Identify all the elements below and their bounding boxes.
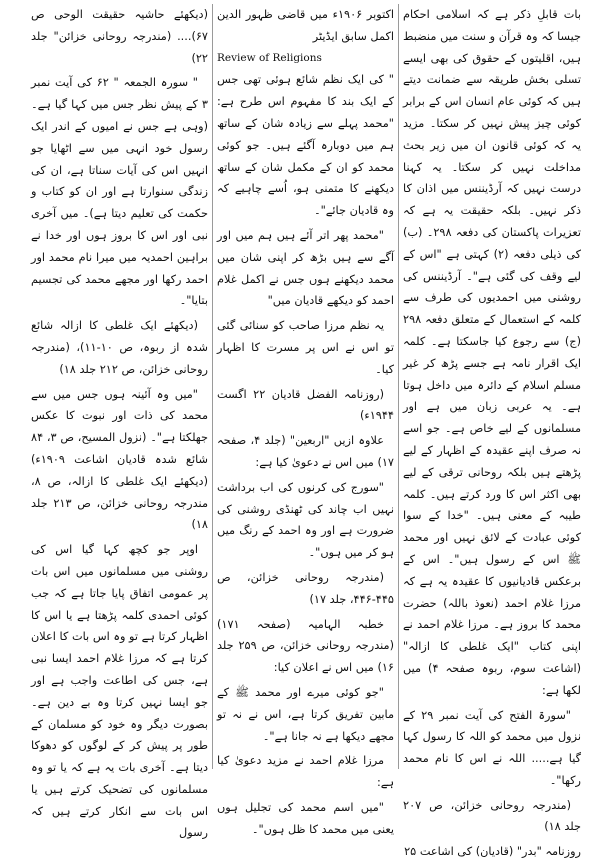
paragraph: بات قابلِ ذکر ہے کہ اسلامی احکام جیسا کہ وہ قرآن و سنت میں منضبط ہیں، اقلیتوں کے حقوق کی بھی ایسے تسلی بخش طریقہ سے ضمانت دیتے ہیں کہ کوئی عام انسان اس کے برابر کوئی چیز پیش نہیں کر سکتا۔ مزید یہ کہ کوئی قانون ان میں زیر بحث مداخلت نہیں کر سکتا۔ یہ کہنا درست نہیں کہ آرڈیننس میں اذان کا ذکر نہیں۔ بلکہ حقیقت یہ ہے کہ تعزیرات پاکستان کی دفعہ ۲۹۸۔ (ب) کی ذیلی دفعہ (۲) کہتی ہے "اس کے لیے وقف کی گئی ہے"۔ آرڈیننس کی روشنی میں احمدیوں کی طرف سے کلمہ کے استعمال کے متعلق دفعہ ۲۹۸ (ج) سے رجوع کیا جاسکتا ہے۔ کلمہ ایک اقرار نامہ ہے جسے پڑھ کر غیر مسلم اسلام کے دائرہ میں داخل ہوتا ہے۔ یہ عربی زبان میں ہے اور مسلمانوں کے لیے خاص ہے۔ جو اسے نہ صرف اپنے عقیدہ کے اظہار کے لیے پڑھتے ہیں بلکہ روحانی ترقی کے لیے بھی اکثر اس کا ورد کرتے ہیں۔ کلمہ طیبہ کے معنی ہیں۔ "خدا کے سوا کوئی عبادت کے لائق نہیں اور محمد ﷺ اس کے رسول ہیں"۔ اس کے برعکس قادیانیوں کا عقیدہ یہ ہے کہ مرزا غلام احمد (نعوذ باللہ) حضرت محمد کا بروز ہے۔ مرزا غلام احمد نے اپنی کتاب "ایک غلطی کا ازالہ" (اشاعت سوم، ربوہ صفحہ ۴) میں لکھا ہے: bbox=[403, 8, 582, 697]
left-column bbox=[27, 4, 213, 840]
paragraph: "جو کوئی میرے اور محمد ﷺ کے مابین تفریق کرتا ہے، اس نے نہ تو مجھے دیکھا ہے نہ جانا ہے"۔ bbox=[217, 685, 394, 743]
paragraph: (دیکھئے حاشیہ حقیقت الوحی ص ۶۷).... (مندرجہ روحانی خزائن" جلد ۲۲) bbox=[31, 8, 208, 65]
paragraph: مرزا غلام احمد نے مزید دعویٰ کیا ہے: bbox=[217, 754, 394, 790]
paragraph: "سورۃ الفتح کی آیت نمبر ۲۹ کے نزول میں محمد کو اللہ کا رسول کہا گیا ہے..... اللہ نے اس کا نام محمد رکھا"۔ bbox=[403, 708, 581, 787]
paragraph: علاوہ ازیں "اربعین" (جلد ۴، صفحہ ۱۷) میں اس نے دعویٰ کیا ہے: bbox=[217, 434, 394, 469]
middle-column bbox=[213, 4, 399, 836]
paragraph: یہ نظم مرزا صاحب کو سنائی گئی تو اس نے اس پر مسرت کا اظہار کیا۔ bbox=[217, 319, 394, 376]
paragraph: " کی ایک نظم شائع ہوئی تھی جس کے ایک بند کا مفہوم اس طرح ہے: "محمد پہلے سے زیادہ شان کے ساتھ ہم میں دوبارہ آگئے ہیں۔ جو کوئی محمد کو ان کے مکمل شان کے ساتھ دیکھنے کا متمنی ہو، اُسے چاہیے کہ وہ قادیان جائے"۔ bbox=[217, 73, 394, 218]
paragraph: اوپر جو کچھ کہا گیا اس کی روشنی میں مسلمانوں میں اس بات پر عمومی اتفاق پایا جاتا ہے کہ جب کوئی احمدی کلمہ پڑھتا ہے یا اس کا اظہار کرتا ہے تو وہ اس بات کا اعلان کرتا ہے کہ مرزا غلام احمد ایسا نبی ہے، جس کی اطاعت واجب ہے اور جو ایسا نہیں کرتا وہ بے دین ہے۔ بصورت دیگر وہ خود کو مسلمان کے طور پر پیش کر کے لوگوں کو دھوکا دیتا ہے۔ آخری بات یہ ہے کہ یا تو وہ مسلمانوں کی تضحیک کرتے ہیں یا اس بات سے انکار کرتے ہیں کہ رسول bbox=[31, 543, 208, 840]
paragraph: "سورج کی کرنوں کی اب برداشت نہیں اب چاند کی ٹھنڈی روشنی کی ضرورت ہے اور وہ احمد کے رنگ میں ہو کر میں ہوں"۔ bbox=[217, 480, 394, 560]
paragraph: (دیکھئے ایک غلطی کا ازالہ شائع شدہ از ربوہ، ص ۱۰-۱۱)، (مندرجہ روحانی خزائن، ص ۲۱۲ جلد ۱۸) bbox=[31, 319, 208, 376]
paragraph: خطبہ الہامیہ (صفحہ ۱۷۱) (مندرجہ روحانی خزائن، ص ۲۵۹ جلد ۱۶) میں اس نے اعلان کیا: bbox=[217, 617, 394, 675]
paragraph: Review of Religions bbox=[217, 51, 322, 64]
text-columns bbox=[5, 4, 585, 859]
paragraph: اکتوبر ۱۹۰۶ء میں قاضی ظہور الدین اکمل سابق ایڈیٹر bbox=[217, 8, 394, 43]
paragraph: "میں اسم محمد کی تجلیل ہوں یعنی میں محمد کا ظل ہوں"۔ bbox=[217, 800, 394, 836]
paragraph: (مندرجہ روحانی خزائن، ص ۲۰۷ جلد ۱۸) bbox=[403, 798, 581, 834]
paragraph: " سورہ الجمعہ " ۶۲ کی آیت نمبر ۳ کے پیش نظر جس میں کہا گیا ہے۔ (وہی ہے جس نے امیوں کے اندر ایک رسول خود انہی میں سے اٹھایا جو انہیں اس کی آیات سناتا ہے، ان کی زندگی سنوارتا ہے اور ان کو کتاب و حکمت کی تعلیم دیتا ہے)۔ میں آخری نبی اور اس کا بروز ہوں اور خدا نے براہین احمدیہ میں میرا نام محمد اور احمد رکھا اور مجھے محمد کی تجسیم بتایا"۔ bbox=[31, 76, 208, 308]
right-column bbox=[399, 4, 585, 859]
paragraph: (روزنامہ الفضل قادیان ۲۲ اگست ۱۹۴۴ء) bbox=[217, 387, 394, 423]
paragraph: روزنامہ "بدر" (قادیان) کی اشاعت ۲۵ bbox=[404, 845, 581, 859]
paragraph: "محمد پھر اتر آئے ہیں ہم میں اور آگے سے ہیں بڑھ کر اپنی شان میں محمد دیکھنے ہوں جس نے اکمل غلام احمد کو دیکھے قادیان میں" bbox=[217, 228, 394, 308]
paragraph: (مندرجہ روحانی خزائن، ص ۴۴۵-۴۴۶، جلد ۱۷) bbox=[217, 570, 394, 606]
paragraph: "میں وہ آئینہ ہوں جس میں سے محمد کی ذات اور نبوت کا عکس جھلکتا ہے"۔ (نزول المسیح، ص ۳، ۸۴ شائع شدہ قادیان اشاعت ۱۹۰۹ء) (دیکھئے ایک غلطی کا ازالہ، ص ۸، مندرجہ روحانی خزائن، ص ۲۱۳ جلد ۱۸) bbox=[31, 387, 208, 532]
